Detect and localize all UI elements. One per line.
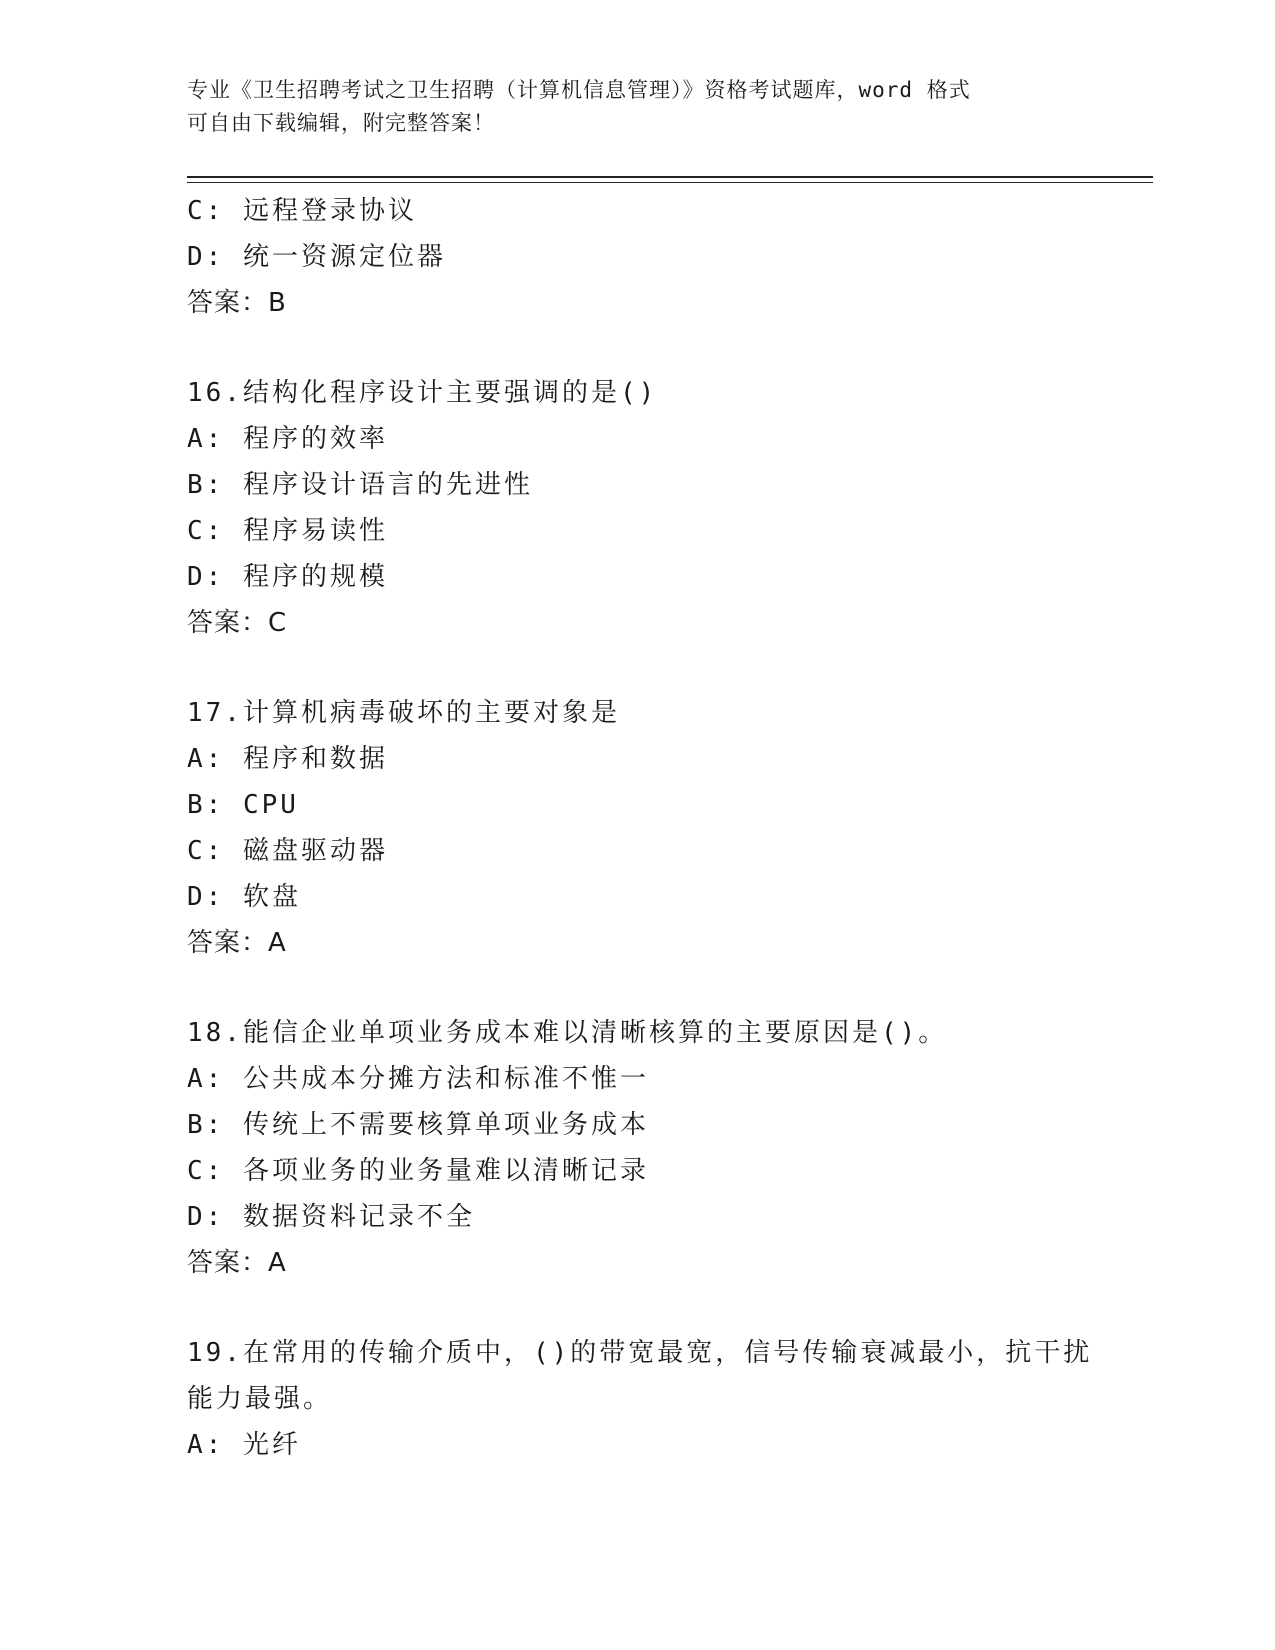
option-a: A: 程序和数据 bbox=[187, 744, 388, 774]
option-d: D: 程序的规模 bbox=[187, 562, 388, 592]
answer-line: 答案：A bbox=[187, 928, 287, 958]
spacer bbox=[187, 646, 1087, 690]
header-divider-thick bbox=[187, 176, 1153, 178]
option-a: A: 光纤 bbox=[187, 1430, 301, 1460]
option-c: C: 远程登录协议 bbox=[187, 196, 417, 226]
answer-line: 答案：C bbox=[187, 608, 288, 638]
question-title: 17.计算机病毒破坏的主要对象是 bbox=[187, 698, 620, 728]
option-b: B: 程序设计语言的先进性 bbox=[187, 470, 533, 500]
header-line-1: 专业《卫生招聘考试之卫生招聘（计算机信息管理）》资格考试题库，word 格式 bbox=[187, 78, 971, 102]
question-16 bbox=[187, 370, 1087, 646]
option-c: C: 各项业务的业务量难以清晰记录 bbox=[187, 1156, 649, 1186]
option-d: D: 统一资源定位器 bbox=[187, 242, 446, 272]
question-19 bbox=[187, 1330, 1093, 1468]
answer-line: 答案：A bbox=[187, 1248, 287, 1278]
option-a: A: 程序的效率 bbox=[187, 424, 388, 454]
question-15-continued bbox=[187, 188, 1087, 326]
question-list bbox=[187, 188, 1093, 1468]
option-c: C: 程序易读性 bbox=[187, 516, 388, 546]
option-d: D: 软盘 bbox=[187, 882, 301, 912]
spacer bbox=[187, 1286, 1087, 1330]
spacer bbox=[187, 966, 1087, 1010]
question-title: 18.能信企业单项业务成本难以清晰核算的主要原因是()。 bbox=[187, 1018, 948, 1048]
question-title-line-1: 19.在常用的传输介质中，()的带宽最宽，信号传输衰减最小，抗干扰 bbox=[187, 1338, 1093, 1368]
answer-line: 答案：B bbox=[187, 288, 287, 318]
question-17 bbox=[187, 690, 1087, 966]
document-header bbox=[187, 74, 1067, 140]
spacer bbox=[187, 326, 1087, 370]
question-title-line-2: 能力最强。 bbox=[187, 1384, 333, 1414]
header-divider-thin bbox=[187, 182, 1153, 183]
header-line-2: 可自由下载编辑，附完整答案！ bbox=[187, 111, 495, 135]
question-title: 16.结构化程序设计主要强调的是() bbox=[187, 378, 658, 408]
option-c: C: 磁盘驱动器 bbox=[187, 836, 388, 866]
question-18 bbox=[187, 1010, 1087, 1286]
option-b: B: CPU bbox=[187, 790, 299, 820]
option-d: D: 数据资料记录不全 bbox=[187, 1202, 475, 1232]
option-a: A: 公共成本分摊方法和标准不惟一 bbox=[187, 1064, 649, 1094]
option-b: B: 传统上不需要核算单项业务成本 bbox=[187, 1110, 649, 1140]
